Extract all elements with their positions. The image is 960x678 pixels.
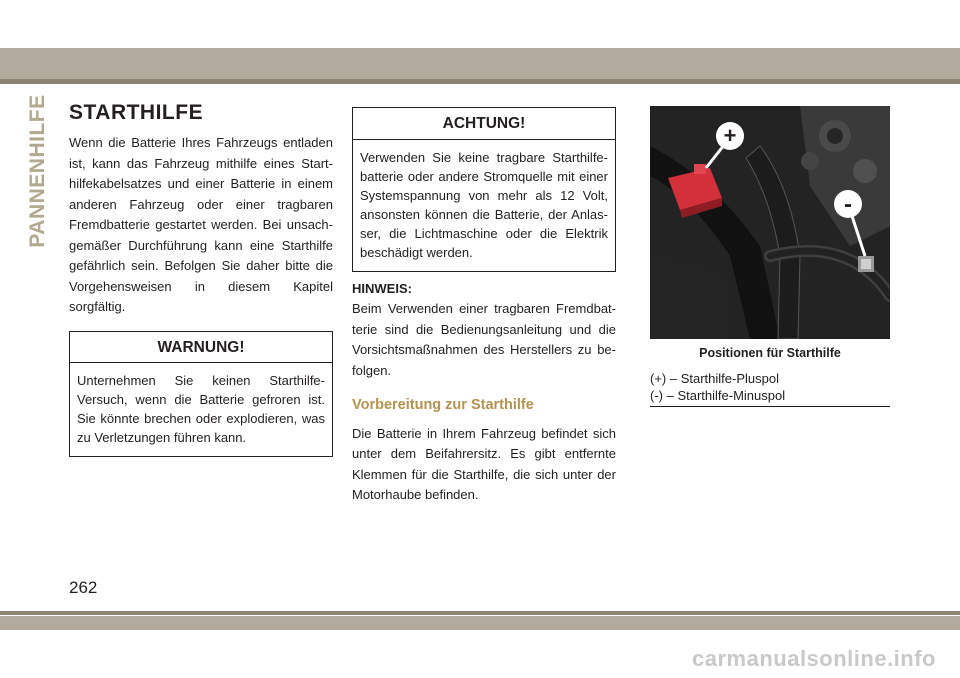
minus-sign: - [844, 191, 852, 218]
intro-paragraph: Wenn die Batterie Ihres Fahrzeugs entladen ist, kann das Fahrzeug mithilfe eines Start-hilfekabelsatzes und einer Batterie in einem anderen Fahrzeug oder einer tragbaren Fremdbatterie gestartet werden. Bei unsach-gemäßer Durchführung kann eine Starthilfe gefährlich sein. Befolgen Sie daher bitte die Vorgehensweisen in diesem Kapitel sorgfältig. [69, 135, 333, 314]
note-label: HINWEIS: [352, 280, 412, 296]
warning-text: Unternehmen Sie keinen Starthilfe-Versuch, wenn die Batterie gefroren ist. Sie könnte brechen oder explodieren, was zu Verletzungen führen kann. [77, 373, 325, 445]
warning-box [69, 331, 333, 458]
legend-minus: (-) – Starthilfe-Minuspol [650, 388, 786, 403]
caution-text: Verwenden Sie keine tragbare Starthilfe-batterie oder andere Stromquelle mit einer Systemspannung von mehr als 12 Volt, ansonsten können die Batterie, der Anlas-ser, die Lichtmaschine oder die Elektrik beschädigt werden. [360, 149, 608, 260]
footer-band [0, 616, 960, 630]
header-band [0, 48, 960, 79]
prep-paragraph: Die Batterie in Ihrem Fahrzeug befindet sich unter dem Beifahrersitz. Es gibt entfernte Klemmen für die Starthilfe, die sich unter der Motorhaube befinden. [352, 425, 616, 502]
footer-line [0, 611, 960, 615]
photo-caption: Positionen für Starthilfe [699, 346, 841, 360]
warning-title: WARNUNG! [70, 332, 332, 364]
subheading: Vorbereitung zur Starthilfe [352, 397, 534, 413]
left-column [69, 100, 333, 457]
engine-bay-illustration [650, 106, 890, 339]
section-title: STARTHILFE [69, 101, 204, 124]
photo-legend [650, 370, 890, 407]
page-number: 262 [69, 578, 98, 597]
caution-title: ACHTUNG! [353, 108, 615, 140]
watermark: carmanualsonline.info [692, 646, 936, 671]
legend-plus: (+) – Starthilfe-Pluspol [650, 371, 779, 386]
plus-sign: + [723, 123, 737, 148]
jump-start-photo [650, 106, 890, 339]
note-text: Beim Verwenden einer tragbaren Fremdbat-terie sind die Bedienungsanleitung und die Vorsichtsmaßnahmen des Herstellers zu be-folgen. [352, 301, 616, 378]
chapter-tab [26, 94, 49, 248]
header-band-shadow [0, 79, 960, 84]
middle-column [352, 100, 616, 506]
caution-box [352, 107, 616, 272]
chapter-tab-label: PANNENHILFE [26, 94, 49, 248]
